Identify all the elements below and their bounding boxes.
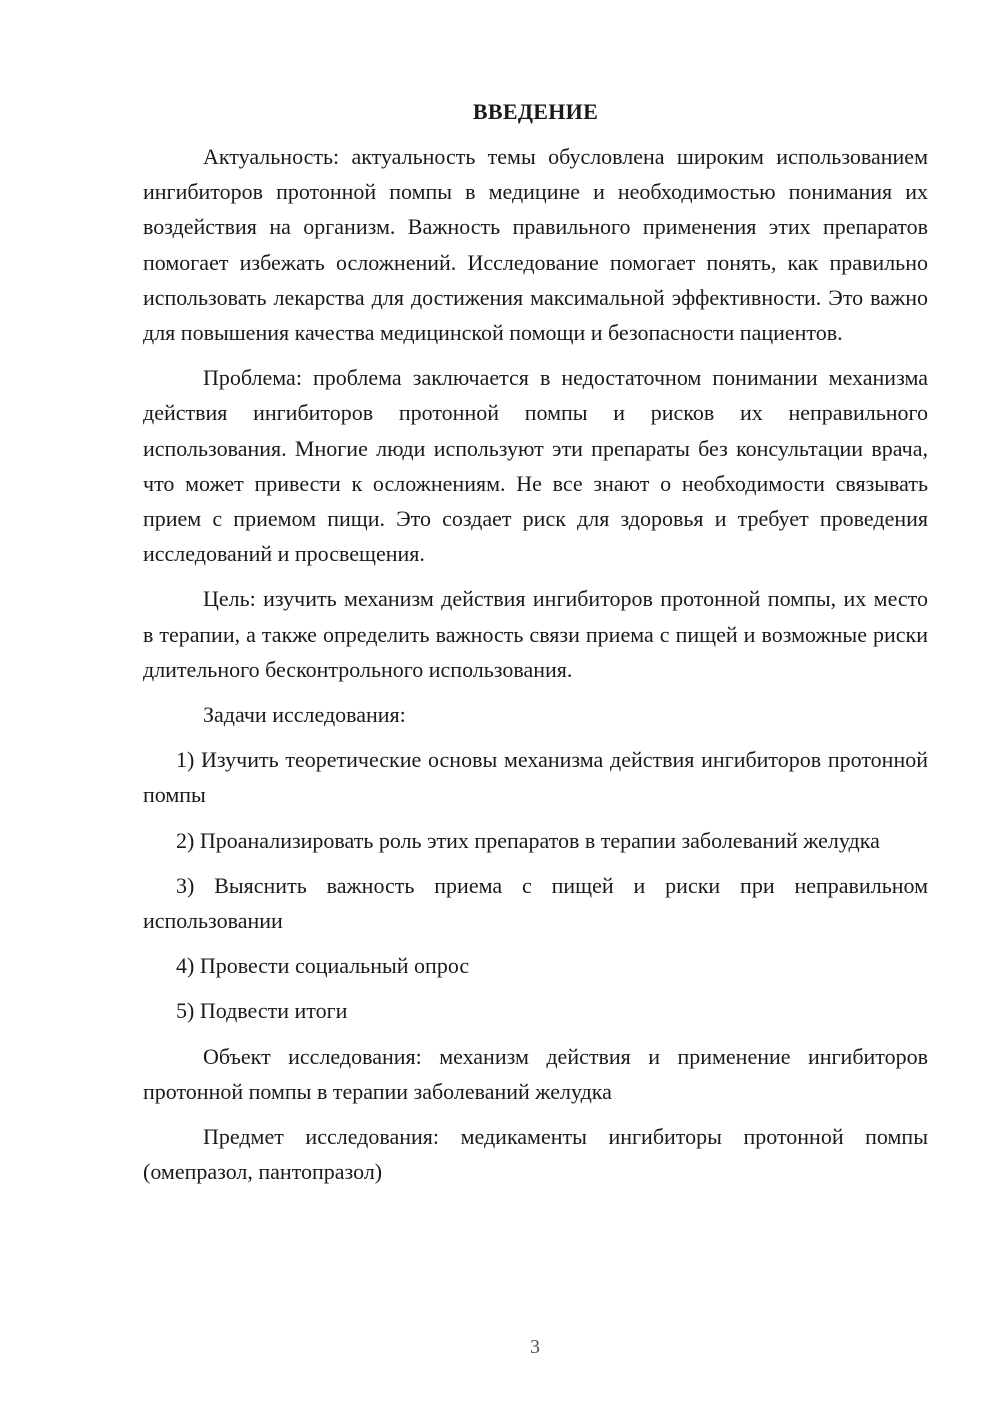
list-item: 2) Проанализировать роль этих препаратов в терапии заболеваний желудка (176, 827, 880, 853)
paragraph-subject: Предмет исследования: медикаменты ингибиторы протонной помпы (омепразол, пантопразол) (143, 1124, 928, 1185)
list-item: 4) Провести социальный опрос (176, 953, 470, 979)
list-item: 5) Подвести итоги (176, 998, 348, 1024)
list-item: 1) Изучить теоретические основы механизма действия ингибиторов протонной помпы (143, 747, 928, 808)
page-number: 3 (530, 1336, 540, 1358)
page-content (143, 94, 928, 1199)
list-item: 3) Выяснить важность приема с пищей и риски при неправильном использовании (143, 872, 928, 934)
paragraph-relevance: Актуальность: актуальность темы обусловлена широким использованием ингибиторов протонной помпы в медицине и необходимостью понимания их воздействия на организм. Важность правильного применения этих препаратов помогает избежать осложнений. Исследование помогает понять, как правильно использовать лекарства для достижения максимальной эффективности. Это важно для повышения качества медицинской помощи и безопасности пациентов. (143, 144, 928, 346)
paragraph-goal: Цель: изучить механизм действия ингибиторов протонной помпы, их место в терапии, а также определить важность связи приема с пищей и возможные риски длительного бесконтрольного использования. (143, 586, 928, 682)
page-title: ВВЕДЕНИЕ (472, 99, 599, 124)
tasks-heading: Задачи исследования: (203, 702, 406, 728)
paragraph-problem: Проблема: проблема заключается в недостаточном понимании механизма действия ингибиторов протонной помпы и рисков их неправильного использования. Многие люди используют эти препараты без консультации врача, что может привести к осложнениям. Не все знают о необходимости связывать прием с приемом пищи. Это создает риск для здоровья и требует проведения исследований и просвещения. (143, 365, 928, 567)
paragraph-object: Объект исследования: механизм действия и применение ингибиторов протонной помпы в терапии заболеваний желудка (143, 1043, 928, 1104)
tasks-list (143, 742, 928, 1028)
